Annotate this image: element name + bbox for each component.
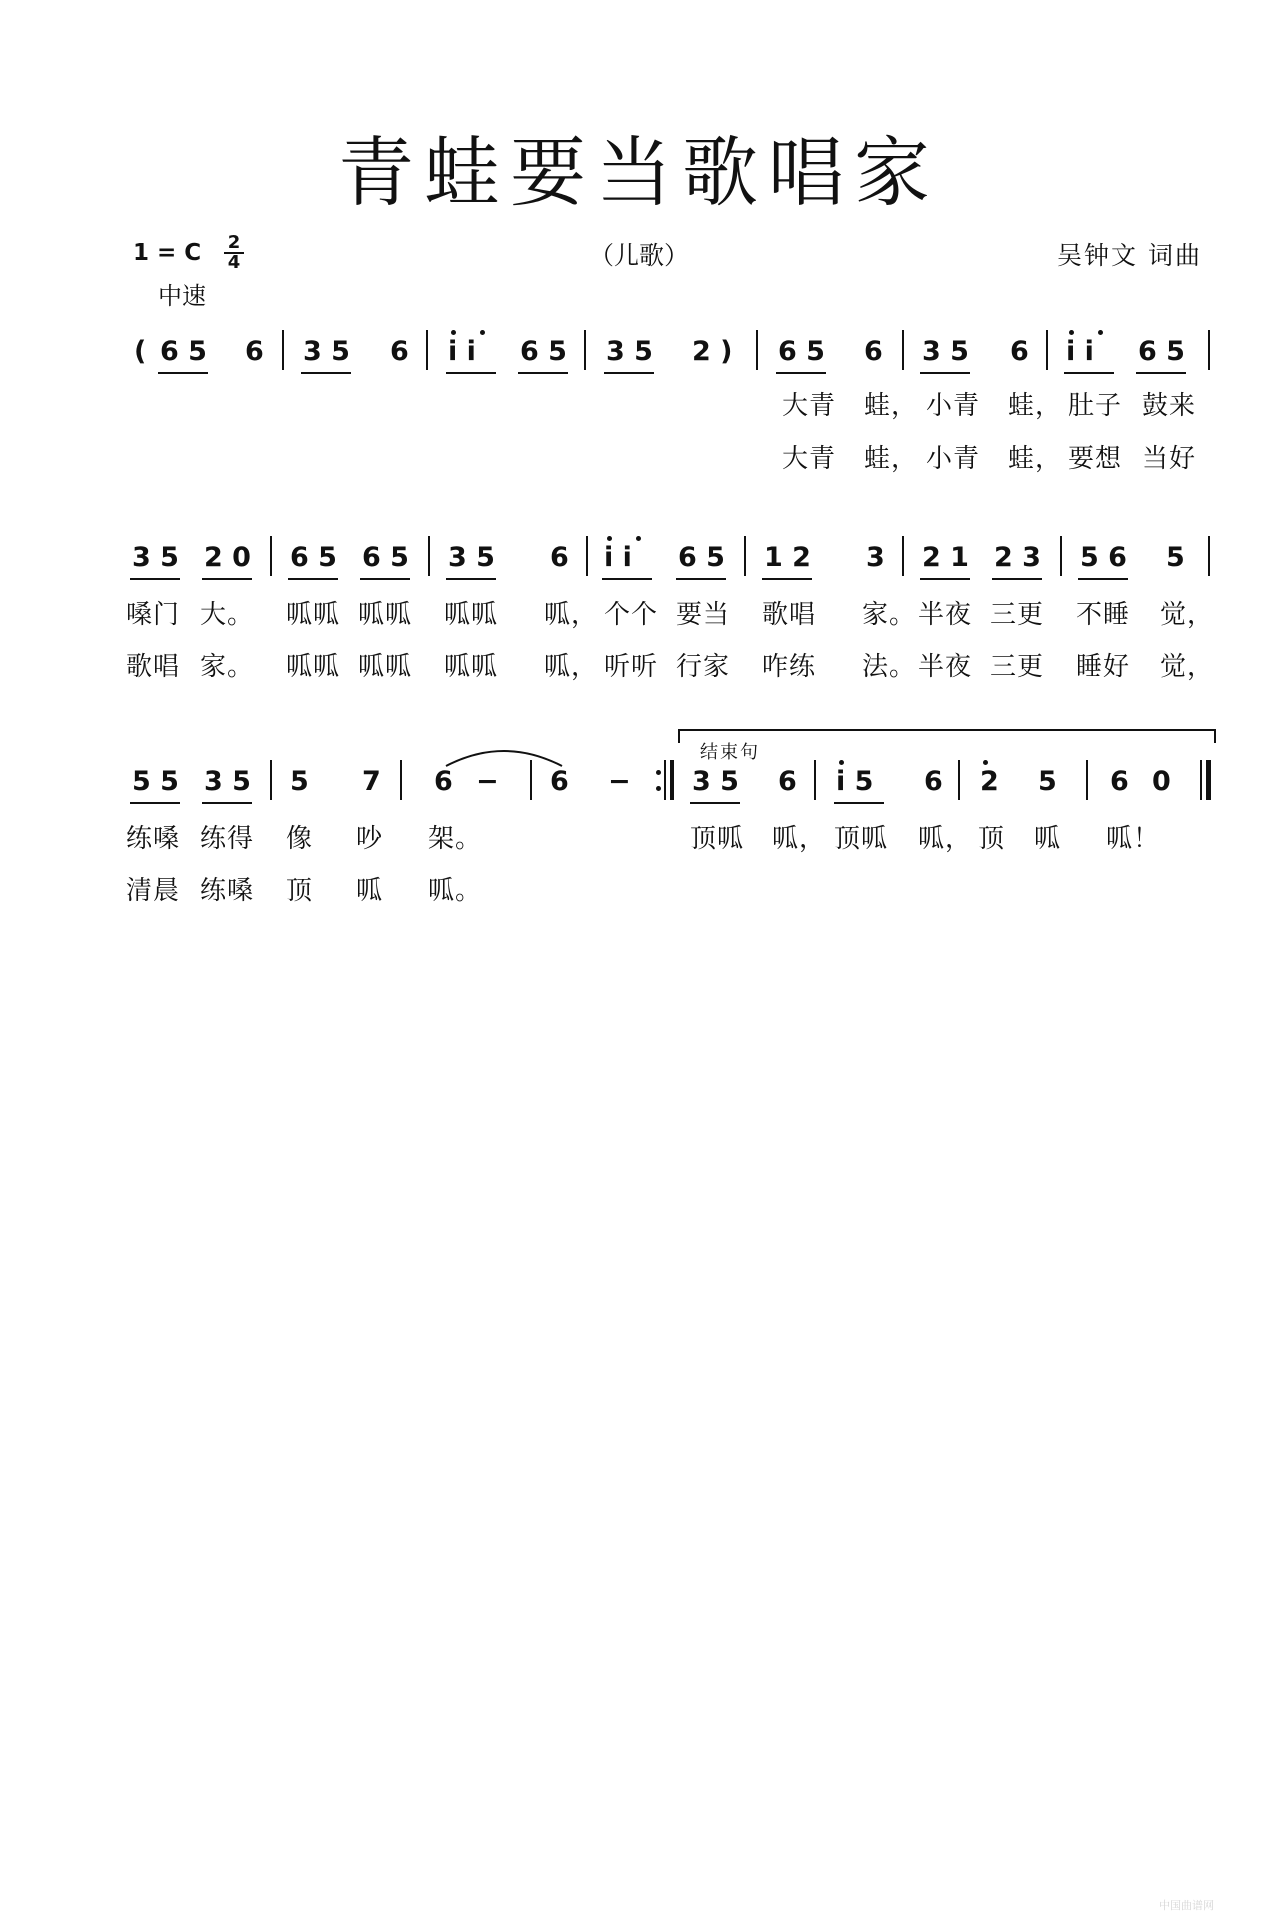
lyric: 呱 [1034, 824, 1062, 854]
lyric: 家。 [862, 600, 917, 630]
lyric: 呱呱 [444, 600, 499, 630]
lyric: 呱呱 [286, 652, 341, 682]
high-octave-dot [607, 536, 612, 541]
lyric: 蛙， [864, 444, 919, 474]
eighth-underline [1136, 372, 1186, 374]
note: 5 [1038, 766, 1057, 797]
note-group: 3 5 [132, 542, 179, 573]
lyric: 三更 [990, 652, 1045, 682]
eighth-underline [202, 578, 252, 580]
eighth-underline [288, 578, 338, 580]
note-group: 3 5 [204, 766, 251, 797]
eighth-underline [676, 578, 726, 580]
lyric: 顶 [286, 876, 314, 906]
note-group: 6 5 [678, 542, 725, 573]
lyric: 大青 [782, 444, 837, 474]
barline [1060, 536, 1062, 576]
barline [270, 760, 272, 800]
lyric: 法。 [862, 652, 917, 682]
tempo-marking: 中速 [158, 282, 206, 310]
eighth-underline [602, 578, 652, 580]
lyric: 个个 [604, 600, 659, 630]
lyric: 清晨 [126, 876, 181, 906]
barline [814, 760, 816, 800]
high-octave-dot [451, 330, 456, 335]
final-barline-thick [1206, 760, 1211, 800]
eighth-underline [920, 372, 970, 374]
lyric: 呱， [918, 824, 973, 854]
lyric: 练嗓 [200, 876, 255, 906]
note-group: 2 1 [922, 542, 969, 573]
lyric: 肚子 [1068, 391, 1123, 421]
barline [586, 536, 588, 576]
lyric: 鼓来 [1142, 391, 1197, 421]
lyric: 呱呱 [358, 600, 413, 630]
lyric: 行家 [676, 652, 731, 682]
barline [1046, 330, 1048, 370]
lyric: 大。 [200, 600, 255, 630]
note-group: 1 2 [764, 542, 811, 573]
lyric: 嗓门 [126, 600, 181, 630]
barline [1208, 536, 1210, 576]
barline [1208, 330, 1210, 370]
lyric: 睡好 [1076, 652, 1131, 682]
note: 3 [866, 542, 885, 573]
note-group: i i [1066, 336, 1094, 367]
ending-label: 结束句 [700, 742, 760, 763]
note-group: 5 6 [1080, 542, 1127, 573]
lyric: 顶呱 [834, 824, 889, 854]
close-paren: 2 ) [692, 336, 733, 367]
note-group: 3 5 [448, 542, 495, 573]
lyric: 家。 [200, 652, 255, 682]
note: 6 [1010, 336, 1029, 367]
note: 5 [1166, 542, 1185, 573]
note-group: 3 5 [303, 336, 350, 367]
lyric: 呱， [772, 824, 827, 854]
lyric: 呱 [356, 876, 384, 906]
dash: − [476, 766, 499, 797]
genre-label: （儿歌） [588, 241, 689, 270]
note-group: 6 5 [778, 336, 825, 367]
barline [584, 330, 586, 370]
eighth-underline [130, 802, 180, 804]
lyric: 要当 [676, 600, 731, 630]
key-signature: 1 = C [133, 240, 202, 266]
lyric: 蛙， [1008, 444, 1063, 474]
note: 6 [1110, 766, 1129, 797]
note-group: 5 5 [132, 766, 179, 797]
eighth-underline [604, 372, 654, 374]
barline [400, 760, 402, 800]
note-group: 6 5 [362, 542, 409, 573]
lyric: 顶呱 [690, 824, 745, 854]
note-group: 6 5 [160, 336, 207, 367]
lyric: 觉， [1160, 652, 1215, 682]
lyric: 不睡 [1076, 600, 1131, 630]
eighth-underline [518, 372, 568, 374]
eighth-underline [158, 372, 208, 374]
eighth-underline [690, 802, 740, 804]
watermark-footer: 中国曲谱网 [1159, 1899, 1214, 1912]
note-group: 2 0 [204, 542, 251, 573]
high-octave-dot [480, 330, 485, 335]
eighth-underline [301, 372, 351, 374]
lyric: 小青 [926, 391, 981, 421]
lyric: 三更 [990, 600, 1045, 630]
high-octave-dot [983, 760, 988, 765]
note: 6 [390, 336, 409, 367]
lyric: 觉， [1160, 600, 1215, 630]
barline [958, 760, 960, 800]
lyric: 顶 [978, 824, 1006, 854]
note: 7 [362, 766, 381, 797]
lyric: 呱！ [1106, 824, 1161, 854]
note-group: 6 5 [520, 336, 567, 367]
repeat-dot [656, 770, 661, 775]
lyric: 当好 [1142, 444, 1197, 474]
eighth-underline [762, 578, 812, 580]
note: 6 [245, 336, 264, 367]
note-group: 2 3 [994, 542, 1041, 573]
lyric: 歌唱 [126, 652, 181, 682]
barline [270, 536, 272, 576]
note-group: 6 5 [1138, 336, 1185, 367]
eighth-underline [992, 578, 1042, 580]
lyric: 练嗓 [126, 824, 181, 854]
lyric: 咋练 [762, 652, 817, 682]
high-octave-dot [636, 536, 641, 541]
eighth-underline [776, 372, 826, 374]
time-signature-bottom: 4 [227, 252, 241, 273]
lyric: 吵 [356, 824, 384, 854]
high-octave-dot [1098, 330, 1103, 335]
notation-system-3 [0, 766, 1278, 806]
note: 6 [550, 542, 569, 573]
eighth-underline [202, 802, 252, 804]
note-group: 3 5 [692, 766, 739, 797]
repeat-barline-thick [670, 760, 674, 800]
dash: − [608, 766, 631, 797]
lyric: 呱呱 [286, 600, 341, 630]
high-octave-dot [1069, 330, 1074, 335]
lyric: 呱， [544, 652, 599, 682]
eighth-underline [834, 802, 884, 804]
lyric: 练得 [200, 824, 255, 854]
note: 6 [550, 766, 569, 797]
barline [426, 330, 428, 370]
barline [1086, 760, 1088, 800]
eighth-underline [920, 578, 970, 580]
high-octave-dot [839, 760, 844, 765]
lyric: 大青 [782, 391, 837, 421]
lyric: 呱， [544, 600, 599, 630]
lyric: 呱呱 [358, 652, 413, 682]
note-group: 6 5 [290, 542, 337, 573]
note-group: i 5 [836, 766, 874, 797]
repeat-dot [656, 786, 661, 791]
lyric: 像 [286, 824, 314, 854]
note-group: i i [604, 542, 632, 573]
note: 6 [924, 766, 943, 797]
open-paren: ( [134, 336, 147, 367]
repeat-barline-thin [664, 760, 666, 800]
note: 0 [1152, 766, 1171, 797]
barline [756, 330, 758, 370]
time-signature-top: 2 [227, 232, 241, 253]
note: 6 [434, 766, 453, 797]
eighth-underline [130, 578, 180, 580]
lyric: 呱。 [428, 876, 483, 906]
lyric: 半夜 [918, 652, 973, 682]
note: 2 [980, 766, 999, 797]
song-title: 青蛙要当歌唱家 [338, 128, 940, 217]
lyric: 听听 [604, 652, 659, 682]
lyric: 半夜 [918, 600, 973, 630]
barline [902, 330, 904, 370]
notation-system-1 [0, 336, 1278, 376]
eighth-underline [1078, 578, 1128, 580]
note-group: i i [448, 336, 476, 367]
author-credit: 吴钟文 词曲 [1057, 241, 1202, 270]
lyric: 蛙， [864, 391, 919, 421]
notation-system-2 [0, 542, 1278, 582]
lyric: 呱呱 [444, 652, 499, 682]
lyric: 要想 [1068, 444, 1123, 474]
note: 5 [290, 766, 309, 797]
barline [744, 536, 746, 576]
note: 6 [864, 336, 883, 367]
lyric: 架。 [428, 824, 483, 854]
lyric: 歌唱 [762, 600, 817, 630]
eighth-underline [1064, 372, 1114, 374]
barline [530, 760, 532, 800]
note: 6 [778, 766, 797, 797]
note-group: 3 5 [606, 336, 653, 367]
barline [428, 536, 430, 576]
barline [902, 536, 904, 576]
eighth-underline [446, 372, 496, 374]
final-barline-thin [1200, 760, 1202, 800]
barline [282, 330, 284, 370]
lyric: 蛙， [1008, 391, 1063, 421]
eighth-underline [360, 578, 410, 580]
eighth-underline [446, 578, 496, 580]
lyric: 小青 [926, 444, 981, 474]
note-group: 3 5 [922, 336, 969, 367]
